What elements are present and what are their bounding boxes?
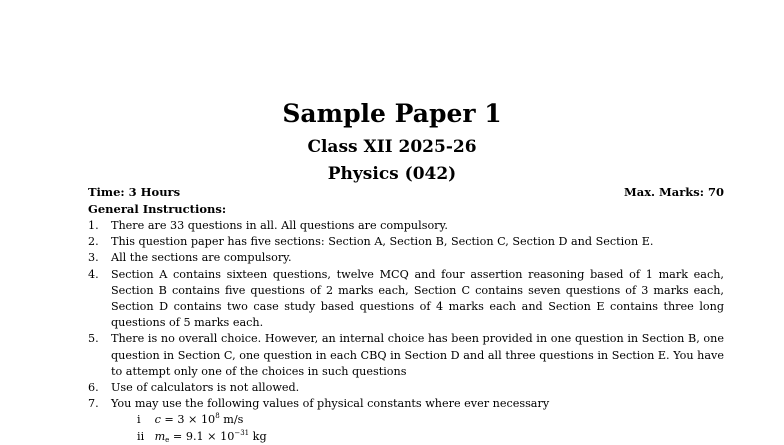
instruction-text: This question paper has five sections: Section A, Section B, Section C, Section D and Section E.: [111, 235, 654, 249]
constant-symbol: c: [154, 413, 161, 427]
constant-item: [137, 412, 724, 428]
instruction-text: Use of calculators is not allowed.: [111, 381, 300, 395]
paper-title: Sample Paper 1: [282, 99, 502, 128]
instruction-number: 5.: [88, 332, 99, 346]
instruction-item: [88, 380, 724, 396]
instruction-text: All the sections are compulsory.: [111, 251, 292, 265]
constant-symbol: m: [154, 429, 166, 443]
instruction-number: 6.: [88, 381, 99, 395]
instruction-number: 7.: [88, 397, 99, 411]
instruction-item: [88, 250, 724, 266]
constant-item: [137, 429, 724, 445]
constants-list: [111, 412, 724, 444]
general-instructions-heading: General Instructions:: [88, 202, 227, 216]
instruction-item: [88, 218, 724, 234]
instruction-item: [88, 396, 724, 445]
constant-number: ii: [137, 429, 145, 443]
instruction-item: [88, 234, 724, 250]
constant-subscript: e: [165, 435, 170, 444]
instruction-text: There are 33 questions in all. All questions are compulsory.: [111, 219, 448, 232]
instruction-item: [88, 267, 724, 332]
instruction-number: 3.: [88, 251, 99, 265]
time-label: Time: 3 Hours: [88, 185, 181, 199]
meta-row: [88, 185, 724, 199]
constant-equals: = 9.1 × 10: [172, 429, 235, 443]
instruction-number: 4.: [88, 267, 99, 281]
instruction-number: 2.: [88, 235, 99, 249]
constant-unit: kg: [249, 429, 267, 443]
constant-equals: = 3 × 10: [164, 413, 216, 427]
class-line: Class XII 2025-26: [307, 137, 477, 157]
instructions-list: [88, 218, 724, 445]
constant-exponent: 8: [215, 412, 220, 421]
constant-number: i: [137, 413, 141, 427]
instruction-text: You may use the following values of physical constants where ever necessary: [111, 397, 550, 411]
max-marks-label: Max. Marks: 70: [624, 185, 724, 199]
instruction-item: [88, 331, 724, 380]
instruction-text: Section A contains sixteen questions, twelve MCQ and four assertion reasoning based of 1 mark each, Section B contains five questions of 2 marks each, Section C contains seven questions of 3 marks each, Section D contains two case study based questions of 4 marks each and Section E contains three long questions of 5 marks each.: [111, 267, 724, 330]
constant-unit: m/s: [219, 413, 244, 427]
constant-exponent: −31: [234, 428, 250, 437]
instruction-number: 1.: [88, 219, 99, 232]
instruction-text: There is no overall choice. However, an internal choice has been provided in one question in Section B, one question in Section C, one question in each CBQ in Section D and all three questions in Section E. You have to attempt only one of the choices in such questions: [111, 332, 724, 378]
subject-line: Physics (042): [327, 164, 457, 184]
